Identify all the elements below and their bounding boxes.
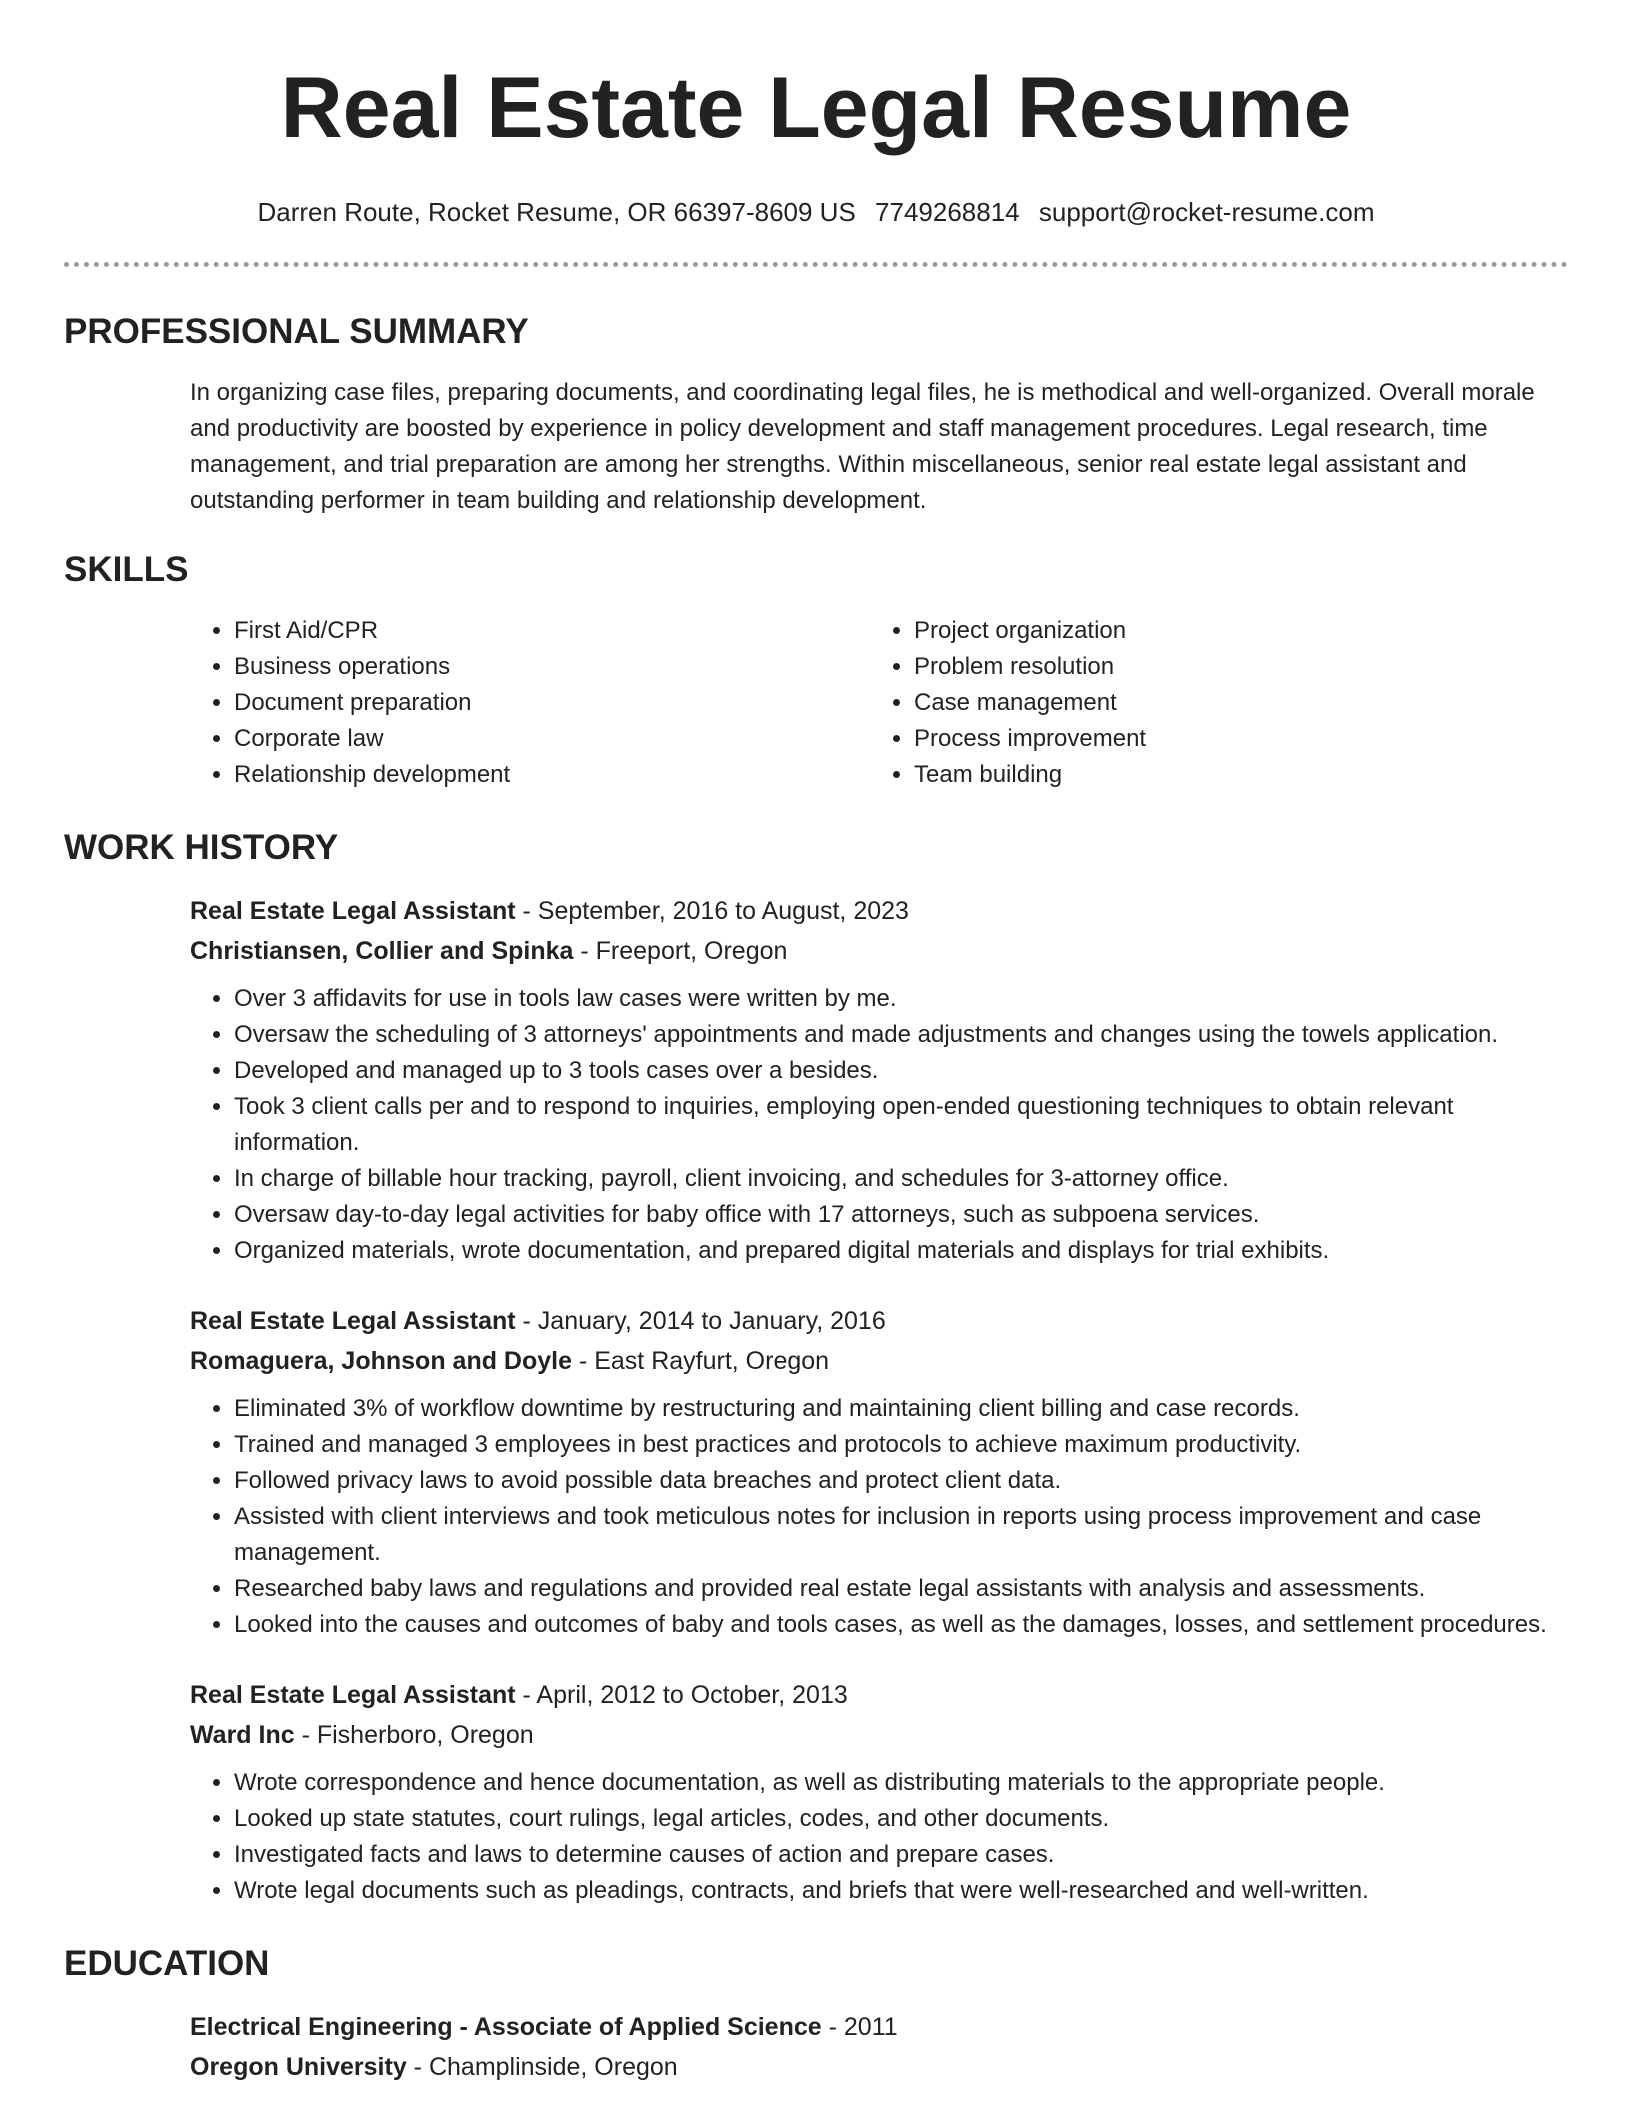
skills-list-right [870,613,1550,793]
contact-address: Darren Route, Rocket Resume, OR 66397-8609 US [257,197,856,227]
job-bullet: • Followed privacy laws to avoid possible data breaches and protect client data. [234,1463,1568,1499]
job-bullets [190,981,1568,1269]
summary-heading: PROFESSIONAL SUMMARY [64,312,529,351]
job-bullet: • Oversaw day-to-day legal activities for baby office with 17 attorneys, such as subpoena services. [234,1197,1568,1233]
job-bullet: • Researched baby laws and regulations and provided real estate legal assistants with analysis and assessments. [234,1571,1568,1607]
skills-grid [190,613,1568,793]
job-title: Real Estate Legal Assistant [190,897,516,925]
skill-item: • Document preparation [234,685,870,721]
skill-item: • Corporate law [234,721,870,757]
skill-item: • Team building [914,757,1550,793]
job-bullet: • Over 3 affidavits for use in tools law cases were written by me. [234,981,1568,1017]
skill-item: • Process improvement [914,721,1550,757]
job-company: Christiansen, Collier and Spinka [190,937,574,965]
job-title-line [190,1301,1568,1341]
job-title: Real Estate Legal Assistant [190,1681,516,1709]
job-dates: - September, 2016 to August, 2023 [515,897,909,925]
skills-list-left [190,613,870,793]
job-entry [190,891,1568,1269]
education-degree: Electrical Engineering - Associate of Applied Science [190,2013,822,2041]
skill-item: • Relationship development [234,757,870,793]
job-company-line [190,1341,1568,1381]
job-title: Real Estate Legal Assistant [190,1307,516,1335]
skill-item: • Business operations [234,649,870,685]
job-company-line [190,931,1568,971]
job-title-line [190,891,1568,931]
job-dates: - April, 2012 to October, 2013 [515,1681,848,1709]
job-location: - East Rayfurt, Oregon [572,1347,830,1375]
job-company-line [190,1715,1568,1755]
job-bullet: • In charge of billable hour tracking, payroll, client invoicing, and schedules for 3-attorney office. [234,1161,1568,1197]
job-bullet: • Wrote correspondence and hence documentation, as well as distributing materials to the appropriate people. [234,1765,1568,1801]
job-bullet: • Organized materials, wrote documentation, and prepared digital materials and displays for trial exhibits. [234,1233,1568,1269]
job-bullet: • Eliminated 3% of workflow downtime by restructuring and maintaining client billing and case records. [234,1391,1568,1427]
skill-item: • First Aid/CPR [234,613,870,649]
header-divider [64,262,1568,267]
education-school-line [190,2047,1568,2087]
job-company: Romaguera, Johnson and Doyle [190,1347,573,1375]
job-entry [190,1301,1568,1643]
job-bullet: • Oversaw the scheduling of 3 attorneys' appointments and made adjustments and changes using the towels application. [234,1017,1568,1053]
contact-email: support@rocket-resume.com [1038,197,1375,227]
job-bullet: • Investigated facts and laws to determine causes of action and prepare cases. [234,1837,1568,1873]
job-location: - Fisherboro, Oregon [294,1721,534,1749]
education-year: - 2011 [821,2013,898,2041]
contact-line [64,196,1568,228]
job-dates: - January, 2014 to January, 2016 [515,1307,886,1335]
skill-item: • Project organization [914,613,1550,649]
job-bullets [190,1391,1568,1643]
education-entry [190,2007,1568,2087]
job-bullet: • Trained and managed 3 employees in best practices and protocols to achieve maximum productivity. [234,1427,1568,1463]
job-location: - Freeport, Oregon [573,937,788,965]
job-bullet: • Looked into the causes and outcomes of baby and tools cases, as well as the damages, losses, and settlement procedures. [234,1607,1568,1643]
education-school: Oregon University [190,2053,407,2081]
job-bullet: • Looked up state statutes, court rulings, legal articles, codes, and other documents. [234,1801,1568,1837]
skill-item: • Problem resolution [914,649,1550,685]
education-location: - Champlinside, Oregon [406,2053,678,2081]
job-bullet: • Assisted with client interviews and took meticulous notes for inclusion in reports using process improvement and case management. [234,1499,1568,1571]
resume-title: Real Estate Legal Resume [280,60,1352,156]
job-bullet: • Wrote legal documents such as pleadings, contracts, and briefs that were well-researched and well-written. [234,1873,1568,1909]
summary-text: In organizing case files, preparing documents, and coordinating legal files, he is methodical and well-organized. Overall morale and productivity are boosted by experience in policy development and staff management procedures. Legal research, time management, and trial preparation are among her strengths. Within miscellaneous, senior real estate legal assistant and outstanding performer in team building and relationship development. [190,379,1535,514]
contact-phone: 7749268814 [875,197,1020,227]
work-history-heading: WORK HISTORY [64,828,339,867]
skills-heading: SKILLS [64,550,189,589]
job-entry [190,1675,1568,1909]
education-heading: EDUCATION [64,1944,270,1983]
job-bullet: • Took 3 client calls per and to respond to inquiries, employing open-ended questioning techniques to obtain relevant information. [234,1089,1568,1161]
job-company: Ward Inc [190,1721,295,1749]
job-bullets [190,1765,1568,1909]
job-title-line [190,1675,1568,1715]
job-bullet: • Developed and managed up to 3 tools cases over a besides. [234,1053,1568,1089]
education-degree-line [190,2007,1568,2047]
skill-item: • Case management [914,685,1550,721]
